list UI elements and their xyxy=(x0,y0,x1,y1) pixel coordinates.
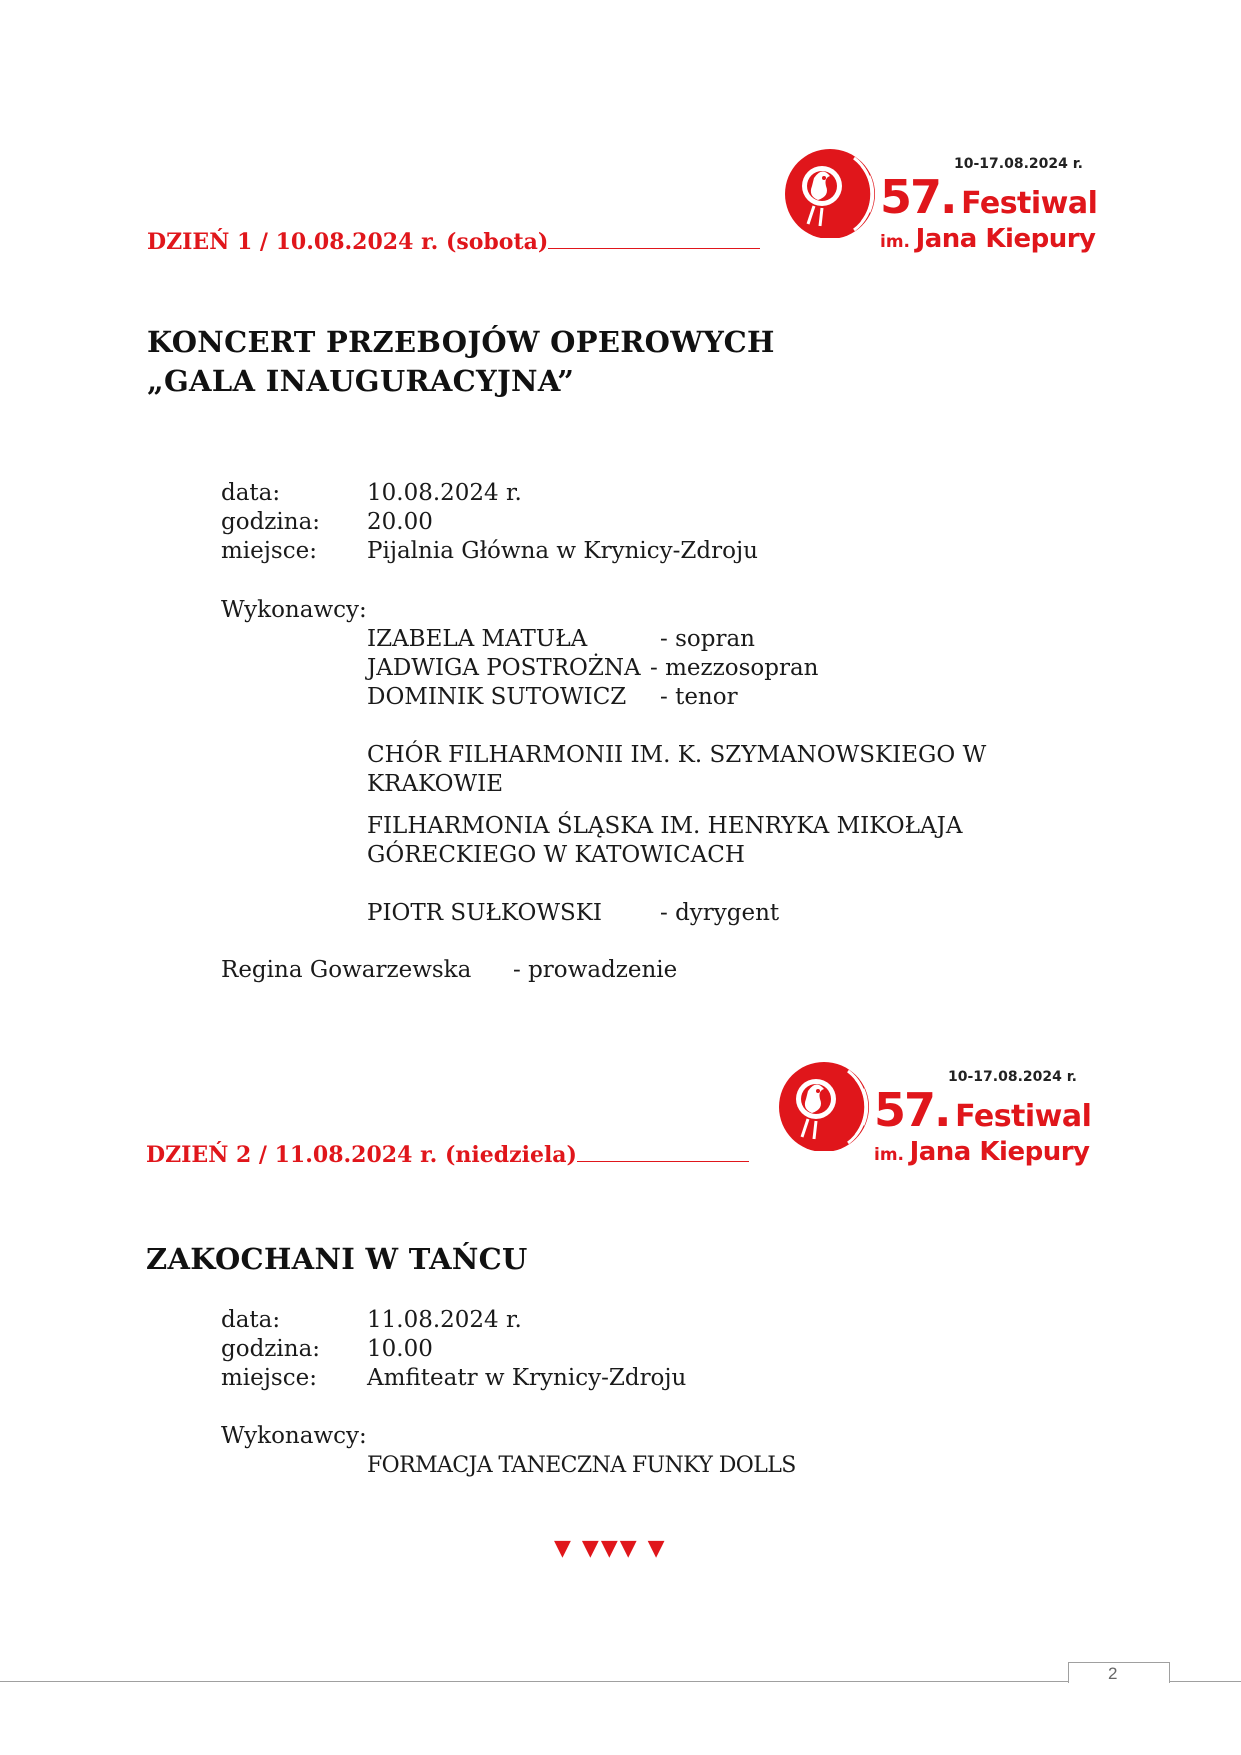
day1-heading xyxy=(147,229,760,255)
day1-title-line2: „GALA INAUGURACYJNA” xyxy=(147,364,575,398)
logo-number: 57. xyxy=(874,1083,950,1137)
day2-heading-text: DZIEŃ 2 / 11.08.2024 r. (niedziela) xyxy=(146,1142,577,1168)
bird-in-circle-icon xyxy=(778,1061,874,1165)
day1-info-value-2: Pijalnia Główna w Krynicy-Zdroju xyxy=(367,538,758,564)
day2-info-value-1: 10.00 xyxy=(367,1336,433,1362)
logo-title xyxy=(874,1083,1092,1137)
day1-info-label-2: miejsce: xyxy=(221,538,317,564)
festival-logo-2 xyxy=(778,1061,1092,1181)
logo-subtitle xyxy=(880,224,1096,254)
day2-heading-rule xyxy=(577,1159,749,1162)
logo-festival: Festiwal xyxy=(961,186,1098,221)
choir-line1: CHÓR FILHARMONII IM. K. SZYMANOWSKIEGO W xyxy=(367,742,987,768)
page-number: 2 xyxy=(1108,1664,1118,1683)
day1-info-value-1: 20.00 xyxy=(367,509,433,535)
host-name: Regina Gowarzewska xyxy=(221,957,472,983)
festival-logo xyxy=(784,148,1098,268)
logo-name: Jana Kiepury xyxy=(909,1137,1090,1167)
logo-title xyxy=(880,170,1098,224)
logo-name: Jana Kiepury xyxy=(915,224,1096,254)
day2-info-value-0: 11.08.2024 r. xyxy=(367,1307,522,1333)
choir-line2: KRAKOWIE xyxy=(367,771,504,797)
day1-info-label-0: data: xyxy=(221,480,281,506)
conductor-name: PIOTR SUŁKOWSKI xyxy=(367,900,602,926)
logo-dates: 10-17.08.2024 r. xyxy=(954,156,1083,172)
logo-festival: Festiwal xyxy=(955,1099,1092,1134)
day1-title xyxy=(147,323,775,401)
day2-performer: FORMACJA TANECZNA FUNKY DOLLS xyxy=(367,1453,796,1478)
page-number-box xyxy=(1068,1662,1170,1683)
logo-im: im. xyxy=(874,1145,904,1165)
day1-title-line1: KONCERT PRZEBOJÓW OPEROWYCH xyxy=(147,325,775,359)
soloist-name-1: JADWIGA POSTROŻNA xyxy=(367,655,641,681)
orchestra-line2: GÓRECKIEGO W KATOWICACH xyxy=(367,842,745,868)
soloist-role-1: - mezzosopran xyxy=(650,655,819,681)
day2-heading xyxy=(146,1142,749,1168)
logo-subtitle xyxy=(874,1137,1090,1167)
day1-heading-text: DZIEŃ 1 / 10.08.2024 r. (sobota) xyxy=(147,229,549,255)
day2-info-label-0: data: xyxy=(221,1307,281,1333)
logo-number: 57. xyxy=(880,170,956,224)
day2-info-label-2: miejsce: xyxy=(221,1365,317,1391)
soloist-role-0: - sopran xyxy=(660,626,755,652)
logo-dates: 10-17.08.2024 r. xyxy=(948,1069,1077,1085)
soloist-name-0: IZABELA MATUŁA xyxy=(367,626,588,652)
logo-im: im. xyxy=(880,232,910,252)
orchestra-line1: FILHARMONIA ŚLĄSKA IM. HENRYKA MIKOŁAJA xyxy=(367,813,963,839)
footer-rule xyxy=(0,1681,1241,1682)
bird-in-circle-icon xyxy=(784,148,880,252)
day2-performers-label: Wykonawcy: xyxy=(221,1423,367,1449)
triangle-separator: ▼ ▼▼▼ ▼ xyxy=(554,1536,667,1561)
day2-title: ZAKOCHANI W TAŃCU xyxy=(146,1242,528,1276)
soloist-name-2: DOMINIK SUTOWICZ xyxy=(367,684,627,710)
day2-info-label-1: godzina: xyxy=(221,1336,321,1362)
soloist-role-2: - tenor xyxy=(660,684,738,710)
day1-info-value-0: 10.08.2024 r. xyxy=(367,480,522,506)
day1-performers-label: Wykonawcy: xyxy=(221,597,367,623)
day2-info-value-2: Amfiteatr w Krynicy-Zdroju xyxy=(367,1365,687,1391)
day1-info-label-1: godzina: xyxy=(221,509,321,535)
host-role: - prowadzenie xyxy=(513,957,678,983)
day1-heading-rule xyxy=(548,246,760,249)
conductor-role: - dyrygent xyxy=(660,900,780,926)
